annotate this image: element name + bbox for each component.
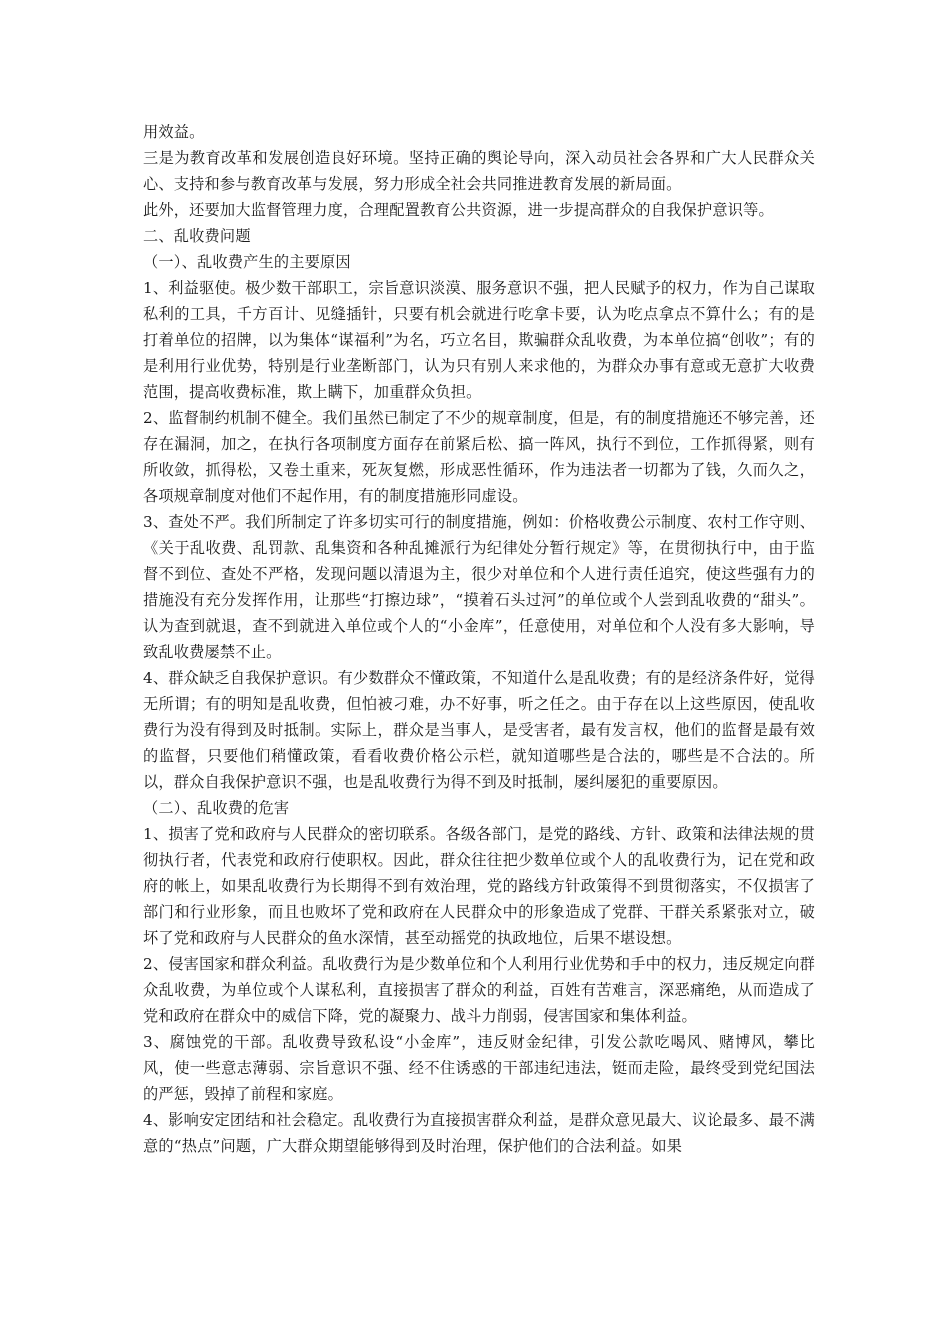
document-body xyxy=(143,119,815,1159)
paragraph-cause-4: 4、群众缺乏自我保护意识。有少数群众不懂政策，不知道什么是乱收费；有的是经济条件好，觉得无所谓；有的明知是乱收费，但怕被刁难，办不好事，听之任之。由于存在以上这些原因，使乱收费行为没有得到及时抵制。实际上，群众是当事人，是受害者，最有发言权，他们的监督是最有效的监督，只要他们稍懂政策，看看收费价格公示栏，就知道哪些是合法的，哪些是不合法的。所以，群众自我保护意识不强，也是乱收费行为得不到及时抵制，屡纠屡犯的重要原因。 xyxy=(143,669,815,791)
paragraph-cause-2: 2、监督制约机制不健全。我们虽然已制定了不少的规章制度，但是，有的制度措施还不够完善，还存在漏洞，加之，在执行各项制度方面存在前紧后松、搞一阵风，执行不到位，工作抓得紧，则有所收敛，抓得松，又卷土重来，死灰复燃，形成恶性循环，作为违法者一切都为了钱，久而久之，各项规章制度对他们不起作用，有的制度措施形同虚设。 xyxy=(143,409,815,505)
paragraph-continuation: 用效益。 xyxy=(143,123,205,141)
paragraph-harm-3: 3、腐蚀党的干部。乱收费导致私设“小金库”，违反财金纪律，引发公款吃喝风、赌博风，攀比风，使一些意志薄弱、宗旨意识不强、经不住诱惑的干部违纪违法，铤而走险，最终受到党纪国法的严惩，毁掉了前程和家庭。 xyxy=(143,1033,815,1103)
paragraph-supervision: 此外，还要加大监督管理力度，合理配置教育公共资源，进一步提高群众的自我保护意识等。 xyxy=(143,201,774,219)
subsection-heading-harms: （二）、乱收费的危害 xyxy=(143,799,290,817)
paragraph-harm-1: 1、损害了党和政府与人民群众的密切联系。各级各部门，是党的路线、方针、政策和法律法规的贯彻执行者，代表党和政府行使职权。因此，群众往往把少数单位或个人的乱收费行为，记在党和政府的帐上，如果乱收费行为长期得不到有效治理，党的路线方针政策得不到贯彻落实，不仅损害了部门和行业形象，而且也败坏了党和政府在人民群众中的形象造成了党群、干群关系紧张对立，破坏了党和政府与人民群众的鱼水深情，甚至动摇党的执政地位，后果不堪设想。 xyxy=(143,825,815,947)
paragraph-harm-4: 4、影响安定团结和社会稳定。乱收费行为直接损害群众利益，是群众意见最大、议论最多、最不满意的“热点”问题，广大群众期望能够得到及时治理，保护他们的合法利益。如果 xyxy=(143,1111,815,1155)
paragraph-environment: 三是为教育改革和发展创造良好环境。坚持正确的舆论导向，深入动员社会各界和广大人民群众关心、支持和参与教育改革与发展，努力形成全社会共同推进教育发展的新局面。 xyxy=(143,149,815,193)
paragraph-cause-3: 3、查处不严。我们所制定了许多切实可行的制度措施，例如：价格收费公示制度、农村工作守则、《关于乱收费、乱罚款、乱集资和各种乱摊派行为纪律处分暂行规定》等，在贯彻执行中，由于监督不到位、查处不严格，发现问题以清退为主，很少对单位和个人进行责任追究，使这些强有力的措施没有充分发挥作用，让那些“打擦边球”，“摸着石头过河”的单位或个人尝到乱收费的“甜头”。认为查到就退，查不到就进入单位或个人的“小金库”，任意使用，对单位和个人没有多大影响，导致乱收费屡禁不止。 xyxy=(143,513,815,661)
paragraph-harm-2: 2、侵害国家和群众利益。乱收费行为是少数单位和个人利用行业优势和手中的权力，违反规定向群众乱收费，为单位或个人谋私利，直接损害了群众的利益，百姓有苦难言，深恶痛绝，从而造成了党和政府在群众中的威信下降，党的凝聚力、战斗力削弱，侵害国家和集体利益。 xyxy=(143,955,815,1025)
subsection-heading-causes: （一）、乱收费产生的主要原因 xyxy=(143,253,351,271)
paragraph-cause-1: 1、利益驱使。极少数干部职工，宗旨意识淡漠、服务意识不强，把人民赋予的权力，作为自己谋取私利的工具，千方百计、见缝插针，只要有机会就进行吃拿卡要，认为吃点拿点不算什么；有的是打着单位的招牌，以为集体“谋福利”为名，巧立名目，欺骗群众乱收费，为本单位搞“创收”；有的是利用行业优势，特别是行业垄断部门，认为只有别人来求他的，为群众办事有意或无意扩大收费范围，提高收费标准，欺上瞒下，加重群众负担。 xyxy=(143,279,815,401)
section-heading-fee-issue: 二、乱收费问题 xyxy=(143,227,251,245)
